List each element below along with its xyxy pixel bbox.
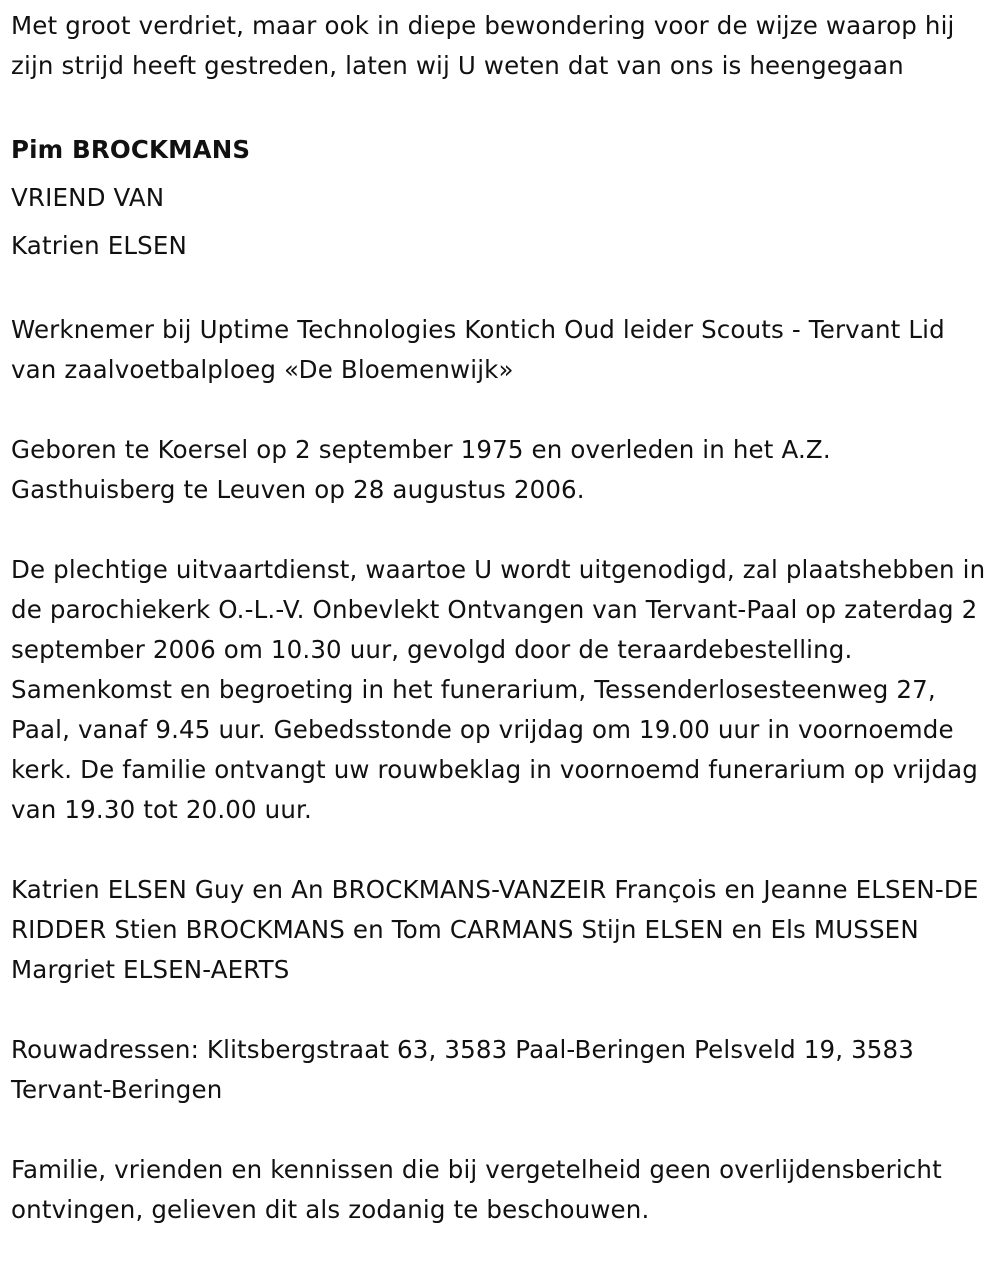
relation-label: VRIEND VAN — [11, 183, 165, 212]
birth-death-paragraph: Geboren te Koersel op 2 september 1975 en overleden in het A.Z. Gasthuisberg te Leuven op 28 augustus 2006. — [11, 435, 831, 504]
spacer — [11, 86, 990, 126]
spacer — [11, 510, 990, 550]
deceased-name: Pim BROCKMANS — [11, 135, 251, 164]
spacer — [11, 1110, 990, 1150]
spacer — [11, 990, 990, 1030]
spacer — [11, 270, 990, 310]
affiliations-paragraph: Werknemer bij Uptime Technologies Kontich Oud leider Scouts - Tervant Lid van zaalvoetbalploeg «De Bloemenwijk» — [11, 315, 945, 384]
closing-paragraph: Familie, vrienden en kennissen die bij vergetelheid geen overlijdensbericht ontvingen, gelieven dit als zodanig te beschouwen. — [11, 1155, 942, 1224]
spacer — [11, 390, 990, 430]
service-info-paragraph: De plechtige uitvaartdienst, waartoe U wordt uitgenodigd, zal plaatshebben in de parochiekerk O.-L.-V. Onbevlekt Ontvangen van Tervant-Paal op zaterdag 2 september 2006 om 10.30 uur, gevolgd door de teraardebestelling. Samenkomst en begroeting in het funerarium, Tessenderlosesteenweg 27, Paal, vanaf 9.45 uur. Gebedsstonde op vrijdag om 19.00 uur in voornoemde kerk. De familie ontvangt uw rouwbeklag in voornoemd funerarium op vrijdag van 19.30 tot 20.00 uur. — [11, 555, 986, 824]
family-paragraph: Katrien ELSEN Guy en An BROCKMANS-VANZEIR François en Jeanne ELSEN-DE RIDDER Stien BROCKMANS en Tom CARMANS Stijn ELSEN en Els MUSSEN Margriet ELSEN-AERTS — [11, 875, 979, 984]
addresses-paragraph: Rouwadressen: Klitsbergstraat 63, 3583 Paal-Beringen Pelsveld 19, 3583 Tervant-Beringen — [11, 1035, 915, 1104]
partner-name: Katrien ELSEN — [11, 231, 187, 260]
spacer — [11, 830, 990, 870]
intro-paragraph: Met groot verdriet, maar ook in diepe bewondering voor de wijze waarop hij zijn strijd heeft gestreden, laten wij U weten dat van ons is heengegaan — [11, 11, 955, 80]
